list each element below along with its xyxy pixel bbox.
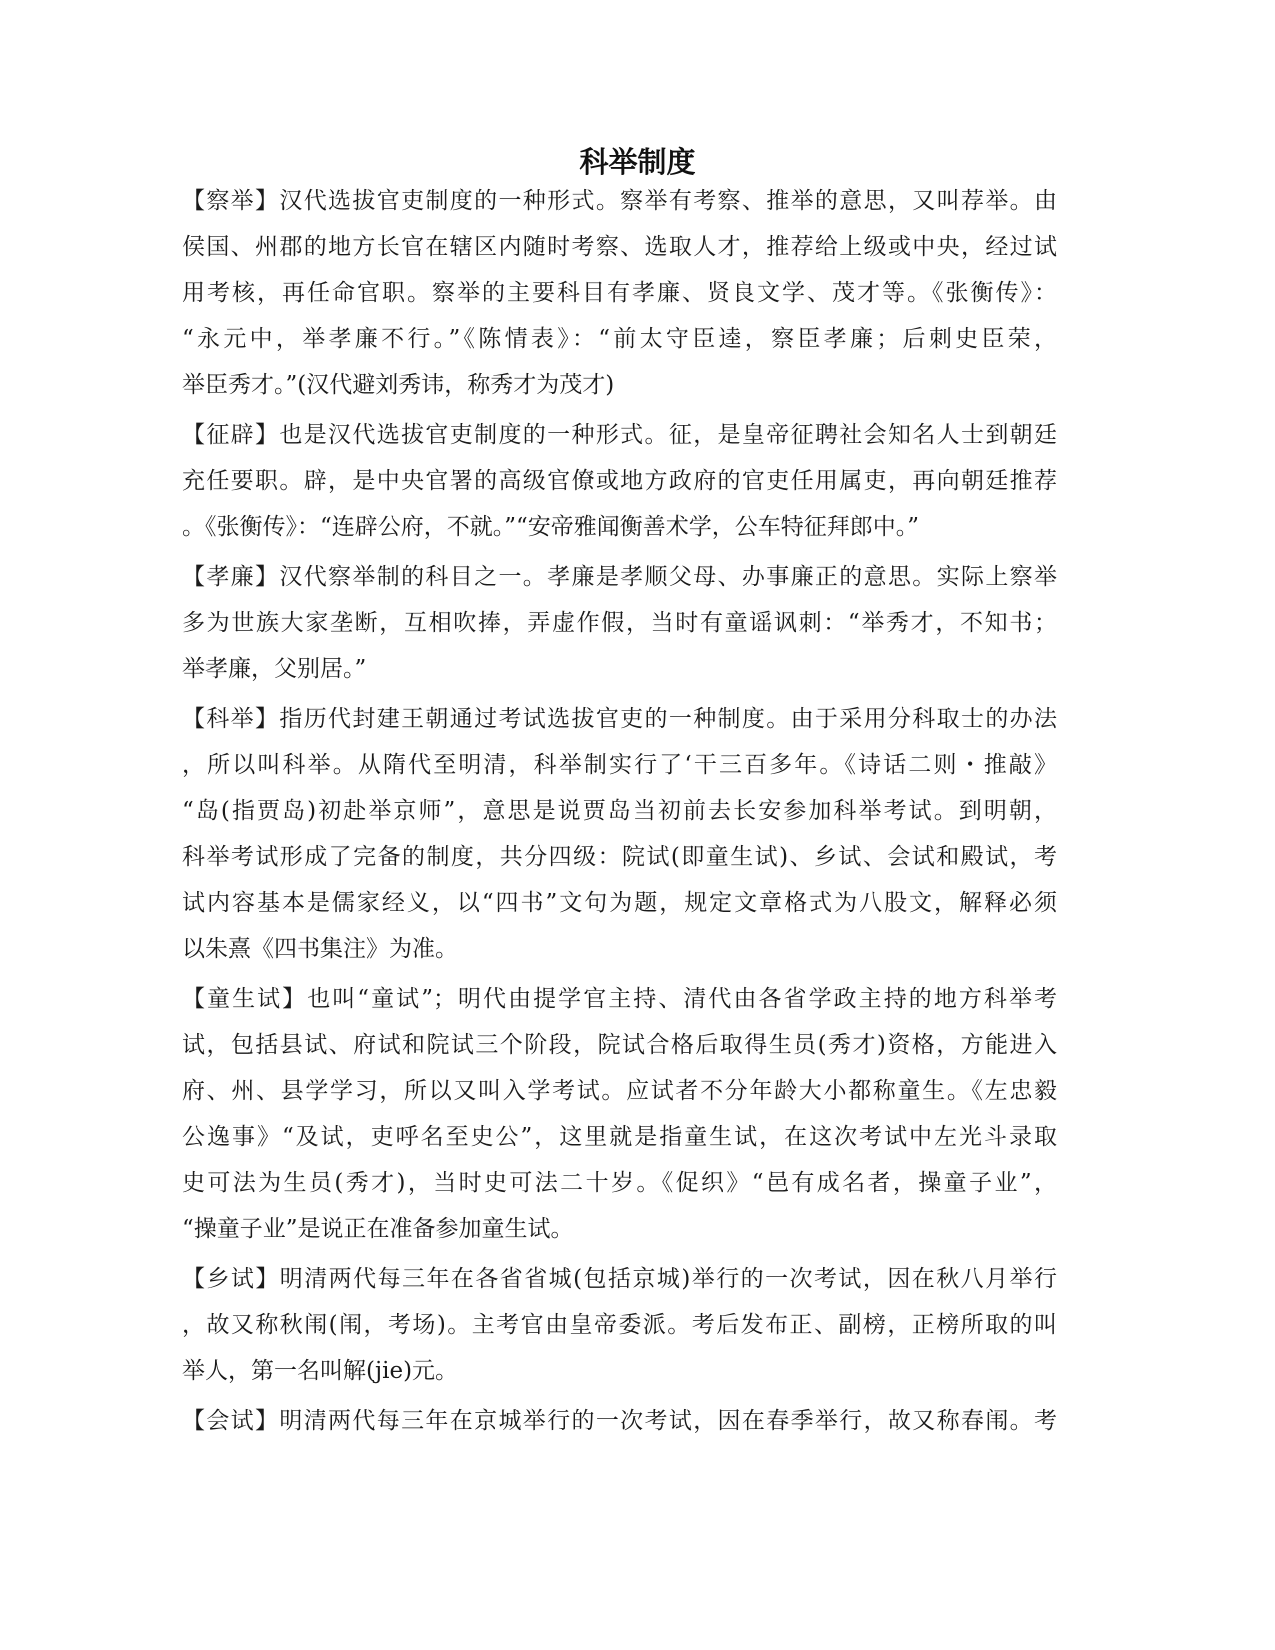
text-line: 【乡试】明清两代每三年在各省省城(包括京城)举行的一次考试，因在秋八月举行	[182, 1266, 1057, 1292]
text-line: 公逸事》“及试，吏呼名至史公”，这里就是指童生试，在这次考试中左光斗录取	[182, 1124, 1057, 1150]
text-line: 【科举】指历代封建王朝通过考试选拔官吏的一种制度。由于采用分科取士的办法	[182, 706, 1057, 732]
text-line: 科举考试形成了完备的制度，共分四级：院试(即童生试)、乡试、会试和殿试，考	[182, 844, 1057, 870]
text-line: “操童子业”是说正在准备参加童生试。	[182, 1216, 574, 1242]
paragraph-zhengbi	[182, 412, 1057, 550]
text-line: 【察举】汉代选拔官吏制度的一种形式。察举有考察、推举的意思，又叫荐举。由	[182, 188, 1057, 214]
text-line: 侯国、州郡的地方长官在辖区内随时考察、选取人才，推荐给上级或中央，经过试	[182, 234, 1057, 260]
text-line: 【征辟】也是汉代选拔官吏制度的一种形式。征，是皇帝征聘社会知名人士到朝廷	[182, 422, 1057, 448]
text-line: 【童生试】也叫“童试”；明代由提学官主持、清代由各省学政主持的地方科举考	[182, 986, 1057, 1012]
document-body	[182, 178, 1057, 1444]
document-title: 科举制度	[579, 145, 696, 179]
text-line: ，所以叫科举。从隋代至明清，科举制实行了‘干三百多年。《诗话二则・推敲》	[182, 752, 1057, 778]
text-line: 举人，第一名叫解(jie)元。	[182, 1358, 459, 1384]
text-line: 举孝廉，父别居。”	[182, 656, 367, 682]
text-line: 史可法为生员(秀才)，当时史可法二十岁。《促织》“邑有成名者，操童子业”，	[182, 1170, 1057, 1196]
text-line: 【孝廉】汉代察举制的科目之一。孝廉是孝顺父母、办事廉正的意思。实际上察举	[182, 564, 1057, 590]
text-line: 府、州、县学学习，所以又叫入学考试。应试者不分年龄大小都称童生。《左忠毅	[182, 1078, 1057, 1104]
text-line: 以朱熹《四书集注》为准。	[182, 936, 458, 962]
text-line: “岛(指贾岛)初赴举京师”，意思是说贾岛当初前去长安参加科举考试。到明朝，	[182, 798, 1057, 824]
paragraph-xiaolian	[182, 554, 1057, 692]
text-line: 。《张衡传》：“连辟公府，不就。”“安帝雅闻衡善术学，公车特征拜郎中。”	[182, 514, 920, 540]
text-line: 举臣秀才。”(汉代避刘秀讳，称秀才为茂才)	[182, 372, 615, 398]
paragraph-tongshengshi	[182, 976, 1057, 1252]
text-line: 多为世族大家垄断，互相吹捧，弄虚作假，当时有童谣讽刺：“举秀才，不知书；	[182, 610, 1057, 636]
paragraph-chaju	[182, 178, 1057, 408]
text-line: 试，包括县试、府试和院试三个阶段，院试合格后取得生员(秀才)资格，方能进入	[182, 1032, 1057, 1058]
text-line: 充任要职。辟，是中央官署的高级官僚或地方政府的官吏任用属吏，再向朝廷推荐	[182, 468, 1057, 494]
text-line: “永元中，举孝廉不行。”《陈情表》：“前太守臣逵，察臣孝廉；后刺史臣荣，	[182, 326, 1057, 352]
text-line: ，故又称秋闱(闱，考场)。主考官由皇帝委派。考后发布正、副榜，正榜所取的叫	[182, 1312, 1057, 1338]
text-line: 试内容基本是儒家经义，以“四书”文句为题，规定文章格式为八股文，解释必须	[182, 890, 1057, 916]
text-line: 用考核，再任命官职。察举的主要科目有孝廉、贤良文学、茂才等。《张衡传》：	[182, 280, 1057, 306]
paragraph-keju	[182, 696, 1057, 972]
text-line: 【会试】明清两代每三年在京城举行的一次考试，因在春季举行，故又称春闱。考	[182, 1408, 1057, 1434]
paragraph-huishi	[182, 1398, 1057, 1444]
paragraph-xiangshi	[182, 1256, 1057, 1394]
